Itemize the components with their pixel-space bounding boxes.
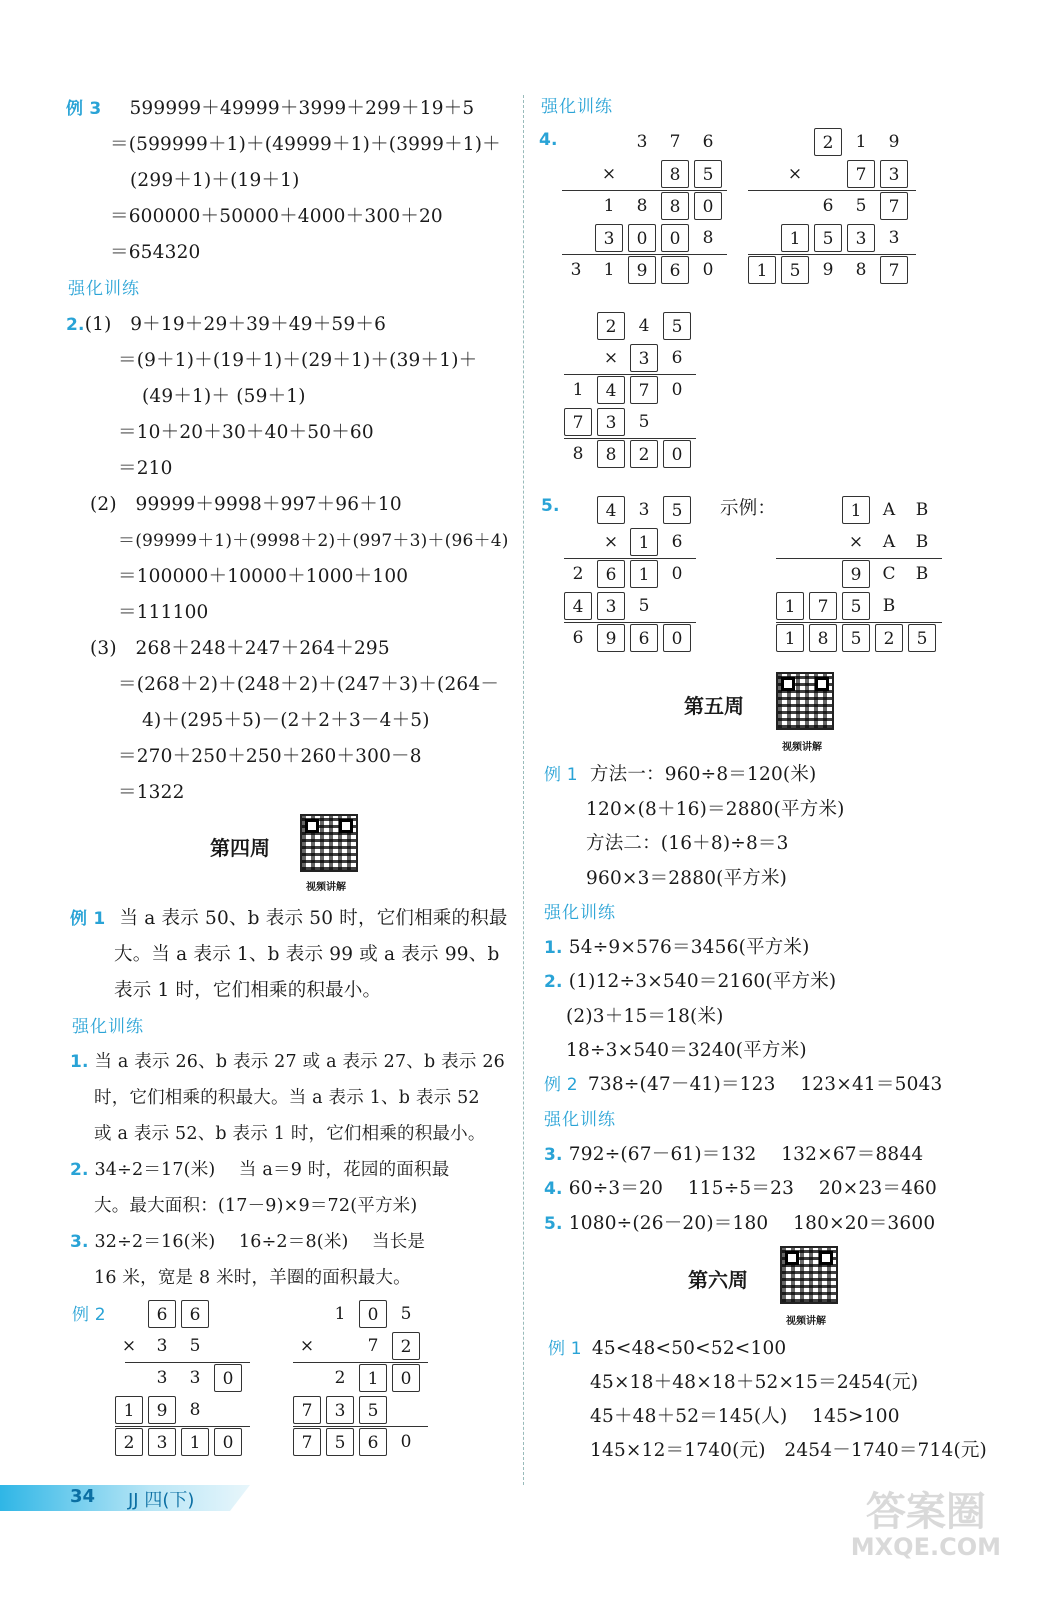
q2-line: ＝270＋250＋250＋260＋300－8 [118,746,422,767]
question-4-number: 4. [539,130,558,150]
digit-cell: 3 [148,1428,176,1456]
section-heading: 强化训练 [68,279,140,299]
section-heading: 强化训练 [544,903,616,923]
digit-cell: 1 [334,1304,346,1324]
digit-cell: 2 [392,1332,420,1360]
example-3: 例 3 599999＋49999＋3999＋299＋19＋5 [66,98,475,119]
digit-cell: 2 [572,564,584,584]
q3-line: 16 米，宽是 8 米时，羊圈的面积最大。 [94,1268,411,1288]
page-number: 34 [70,1486,96,1507]
digit-cell: 3 [189,1368,201,1388]
digit-cell: 2 [630,440,658,468]
ex3-line: ＝600000＋50000＋4000＋300＋20 [110,206,443,227]
week4-question-2: 2. 34÷2＝17(米) 当 a＝9 时，花园的面积最 [70,1160,450,1180]
digit-cell: 7 [293,1428,321,1456]
digit-cell: 1 [630,560,658,588]
rule-line [564,438,696,439]
digit-cell: 1 [630,528,658,556]
rule-line [776,622,942,623]
week4-question-3: 3. 32÷2＝16(米) 16÷2＝8(米) 当长是 [70,1232,426,1252]
digit-cell: 6 [359,1428,387,1456]
times-sign: × [299,1336,315,1356]
q1-line: 时，它们相乘的积最大。当 a 表示 1、b 表示 52 [94,1088,480,1108]
w6ex1-line: 145×12＝1740(元) 2454－1740＝714(元) [590,1440,987,1461]
times-sign: × [121,1336,137,1356]
digit-cell: A [882,532,896,552]
digit-cell: 3 [570,260,582,280]
ex1-line: 表示 1 时，它们相乘的积最小。 [114,980,382,1001]
digit-cell: 3 [597,592,625,620]
digit-cell: 7 [669,132,681,152]
digit-cell: 5 [638,596,650,616]
rule-line [564,622,696,623]
digit-cell: 5 [694,160,722,188]
q2-line: ＝(268＋2)＋(248＋2)＋(247＋3)＋(264－ [118,674,500,695]
edition-label: JJ 四(下) [128,1490,195,1511]
digit-cell: 3 [597,408,625,436]
digit-cell: 1 [748,256,776,284]
digit-cell: 6 [661,256,689,284]
week4-question-1: 1. 当 a 表示 26、b 表示 27 或 a 表示 27、b 表示 26 [70,1052,505,1072]
w5ex1-line: 960×3＝2880(平方米) [586,868,788,889]
times-sign: × [603,348,619,368]
ex3-line: (299＋1)＋(19＋1) [130,170,300,191]
digit-cell: 9 [148,1396,176,1424]
digit-cell: 3 [630,344,658,372]
digit-cell: 1 [776,624,804,652]
digit-cell: 1 [181,1428,209,1456]
rule-line [748,190,916,191]
digit-cell: 5 [842,624,870,652]
q2-line: ＝(9＋1)＋(19＋1)＋(29＋1)＋(39＋1)＋ [118,350,478,371]
w5ex1-line: 方法二：(16＋8)÷8＝3 [586,833,789,854]
qr-caption: 视频讲解 [306,882,346,893]
digit-cell: 0 [661,224,689,252]
digit-cell: 3 [888,228,900,248]
footer-bar [0,1485,250,1511]
week4-example-1: 例 1 当 a 表示 50、b 表示 50 时，它们相乘的积最 [70,908,508,929]
q2-line: ＝1322 [118,782,185,803]
q2-part-3: (3) 268＋248＋247＋264＋295 [90,638,390,659]
digit-cell: 7 [847,160,875,188]
question-2-part-1: 2.(1) 9＋19＋29＋39＋49＋59＋6 [66,314,387,335]
q2-line: ＝210 [118,458,173,479]
example-label: 示例： [720,498,777,519]
digit-cell: 4 [638,316,650,336]
digit-cell: 8 [855,260,867,280]
digit-cell: 3 [880,160,908,188]
digit-cell: 8 [661,160,689,188]
digit-cell: 6 [597,560,625,588]
question-5-number: 5. [541,496,560,516]
section-heading: 强化训练 [541,97,613,117]
digit-cell: 6 [148,1300,176,1328]
digit-cell: 8 [636,196,648,216]
digit-cell: 1 [603,196,615,216]
week5-example-1: 例 1 方法一：960÷8＝120(米) [544,764,817,785]
q2-line: (49＋1)＋ (59＋1) [142,386,306,407]
digit-cell: 9 [822,260,834,280]
week5-question-1: 1. 54÷9×576＝3456(平方米) [544,937,810,958]
digit-cell: 8 [702,228,714,248]
digit-cell: 3 [326,1396,354,1424]
digit-cell: 6 [572,628,584,648]
q2-line: 4)＋(295＋5)－(2＋2＋3－4＋5) [142,710,430,731]
digit-cell: 6 [822,196,834,216]
digit-cell: 2 [597,312,625,340]
digit-cell: 5 [663,312,691,340]
week-5-heading: 第五周 [684,694,744,718]
digit-cell: 6 [702,132,714,152]
digit-cell: 5 [781,256,809,284]
digit-cell: 0 [214,1364,242,1392]
digit-cell: 7 [880,192,908,220]
digit-cell: 0 [663,624,691,652]
digit-cell: 3 [595,224,623,252]
digit-cell: 5 [855,196,867,216]
digit-cell: 0 [214,1428,242,1456]
digit-cell: 9 [628,256,656,284]
digit-cell: 0 [663,440,691,468]
digit-cell: 4 [597,496,625,524]
digit-cell: 5 [638,412,650,432]
digit-cell: 2 [334,1368,346,1388]
digit-cell: 0 [392,1364,420,1392]
rule-line [125,1362,250,1363]
digit-cell: 8 [661,192,689,220]
digit-cell: 3 [156,1368,168,1388]
digit-cell: 1 [603,260,615,280]
digit-cell: 3 [636,132,648,152]
digit-cell: 8 [809,624,837,652]
q2b-line: 大。最大面积：(17－9)×9＝72(平方米) [94,1196,418,1216]
digit-cell: 0 [400,1432,412,1452]
digit-cell: 5 [189,1336,201,1356]
watermark: 答案圈 MXQE.COM [850,1489,1001,1561]
digit-cell: 6 [671,348,683,368]
week5-question-4: 4. 60÷3＝20 115÷5＝23 20×23＝460 [544,1178,938,1199]
digit-cell: B [915,500,929,520]
digit-cell: C [882,564,896,584]
digit-cell: 2 [115,1428,143,1456]
week-4-heading: 第四周 [210,836,270,860]
ex1-line: 大。当 a 表示 1、b 表示 99 或 a 表示 99、b [114,944,500,965]
digit-cell: 3 [156,1336,168,1356]
digit-cell: B [915,564,929,584]
digit-cell: 5 [400,1304,412,1324]
digit-cell: 5 [326,1428,354,1456]
digit-cell: 0 [671,564,683,584]
digit-cell: 7 [809,592,837,620]
digit-cell: 1 [855,132,867,152]
ex3-line: ＝654320 [110,242,201,263]
qr-caption: 视频讲解 [782,742,822,753]
w5q2-line: (2)3＋15＝18(米) [566,1006,724,1027]
digit-cell: 2 [814,128,842,156]
digit-cell: 8 [597,440,625,468]
digit-cell: 2 [875,624,903,652]
digit-cell: 3 [847,224,875,252]
digit-cell: 0 [671,380,683,400]
digit-cell: 0 [702,260,714,280]
week5-question-2: 2. (1)12÷3×540＝2160(平方米) [544,971,837,992]
times-sign: × [601,164,617,184]
digit-cell: 4 [564,592,592,620]
digit-cell: 7 [630,376,658,404]
rule-line [293,1362,428,1363]
q2-line: ＝111100 [118,602,209,623]
digit-cell: 7 [564,408,592,436]
section-heading: 强化训练 [544,1110,616,1130]
rule-line [115,1426,250,1427]
digit-cell: 5 [842,592,870,620]
digit-cell: 1 [776,592,804,620]
q2-line: ＝(99999＋1)＋(9998＋2)＋(997＋3)＋(96＋4) [118,531,509,551]
digit-cell: 0 [359,1300,387,1328]
qr-caption: 视频讲解 [786,1316,826,1327]
digit-cell: 6 [181,1300,209,1328]
digit-cell: 6 [630,624,658,652]
qr-code-icon[interactable] [780,1246,838,1304]
rule-line [776,558,942,559]
digit-cell: 0 [628,224,656,252]
ex3-line: ＝(599999＋1)＋(49999＋1)＋(3999＋1)＋ [110,134,501,155]
rule-line [293,1426,428,1427]
digit-cell: 9 [597,624,625,652]
digit-cell: 3 [638,500,650,520]
digit-cell: 1 [572,380,584,400]
q1-line: 或 a 表示 52、b 表示 1 时，它们相乘的积最小。 [94,1124,486,1144]
digit-cell: 1 [781,224,809,252]
digit-cell: 1 [115,1396,143,1424]
w5ex1-line: 120×(8＋16)＝2880(平方米) [586,799,845,820]
digit-cell: 1 [359,1364,387,1392]
week4-example-2-tag: 例 2 [72,1305,106,1325]
q2-part-2: (2) 99999＋9998＋997＋96＋10 [90,494,402,515]
w5q2-line: 18÷3×540＝3240(平方米) [566,1040,807,1061]
qr-code-icon[interactable] [300,814,358,872]
digit-cell: 7 [880,256,908,284]
digit-cell: 7 [293,1396,321,1424]
w6ex1-line: 45＋48＋52＝145(人) 145>100 [590,1406,900,1427]
digit-cell: A [882,500,896,520]
week5-question-5: 5. 1080÷(26－20)＝180 180×20＝3600 [544,1213,936,1234]
rule-line [748,254,916,255]
times-sign: × [787,164,803,184]
rule-line [564,374,696,375]
digit-cell: 5 [359,1396,387,1424]
digit-cell: 9 [888,132,900,152]
digit-cell: 6 [671,532,683,552]
digit-cell: 0 [694,192,722,220]
digit-cell: 4 [597,376,625,404]
w6ex1-line: 45×18＋48×18＋52×15＝2454(元) [590,1372,919,1393]
section-heading: 强化训练 [72,1017,144,1037]
qr-code-icon[interactable] [776,672,834,730]
digit-cell: B [882,596,896,616]
digit-cell: 8 [572,444,584,464]
digit-cell: 8 [189,1400,201,1420]
rule-line [564,558,696,559]
rule-line [562,190,727,191]
week5-example-2: 例 2 738÷(47－41)＝123 123×41＝5043 [544,1074,943,1095]
digit-cell: 1 [842,496,870,524]
digit-cell: 5 [663,496,691,524]
week6-example-1: 例 1 45<48<50<52<100 [548,1338,787,1359]
column-divider [523,95,524,1485]
times-sign: × [848,532,864,552]
q2-line: ＝100000＋10000＋1000＋100 [118,566,409,587]
digit-cell: 9 [842,560,870,588]
digit-cell: 7 [367,1336,379,1356]
q2-line: ＝10＋20＋30＋40＋50＋60 [118,422,374,443]
times-sign: × [603,532,619,552]
rule-line [562,254,727,255]
digit-cell: B [915,532,929,552]
week5-question-3: 3. 792÷(67－61)＝132 132×67＝8844 [544,1144,924,1165]
digit-cell: 5 [908,624,936,652]
digit-cell: 5 [814,224,842,252]
week-6-heading: 第六周 [688,1268,748,1292]
